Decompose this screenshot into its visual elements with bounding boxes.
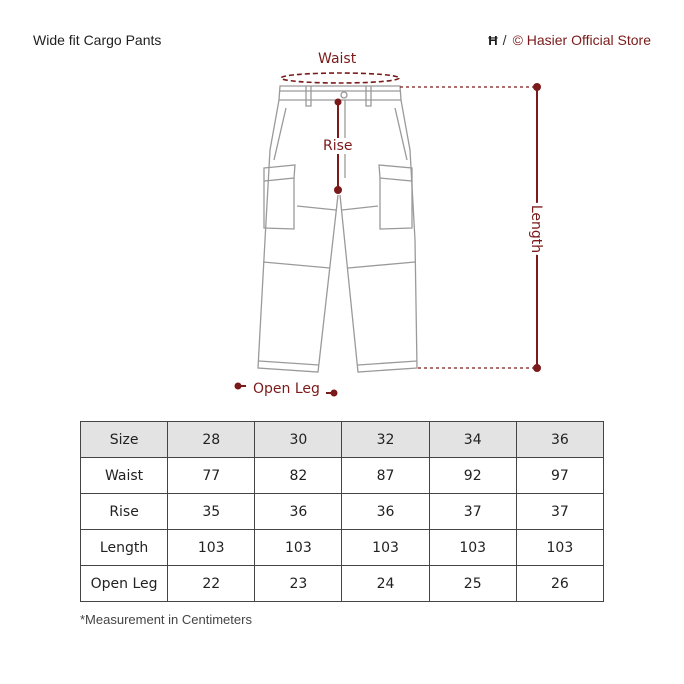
table-cell: 87 [342,458,429,494]
table-cell: 103 [342,530,429,566]
table-row [81,530,604,566]
table-cell: 26 [516,566,603,602]
table-cell: 36 [255,494,342,530]
store-name: © Hasier Official Store [512,32,651,48]
open-leg-label: Open Leg [253,381,320,397]
table-cell: 23 [255,566,342,602]
header-cell: 32 [342,422,429,458]
table-cell: 92 [429,458,516,494]
table-row [81,566,604,602]
header-cell: 34 [429,422,516,458]
table-cell: 24 [342,566,429,602]
table-cell: 82 [255,458,342,494]
table-cell: 97 [516,458,603,494]
row-label: Rise [81,494,168,530]
table-row [81,458,604,494]
table-cell: 77 [168,458,255,494]
header-cell: Size [81,422,168,458]
rise-label: Rise [323,138,353,154]
size-chart-table [80,421,604,602]
row-label: Length [81,530,168,566]
page-title: Wide fit Cargo Pants [33,32,162,48]
length-label: Length [528,204,545,254]
header-cell: 28 [168,422,255,458]
table-header-row [81,422,604,458]
table-cell: 36 [342,494,429,530]
table-cell: 22 [168,566,255,602]
header-cell: 36 [516,422,603,458]
table-cell: 37 [429,494,516,530]
separator: / [502,32,507,48]
brand-logo-icon: Ħ [488,32,497,48]
measurement-footnote: *Measurement in Centimeters [80,612,252,627]
table-cell: 103 [168,530,255,566]
table-cell: 103 [429,530,516,566]
table-cell: 103 [516,530,603,566]
header-cell: 30 [255,422,342,458]
table-cell: 35 [168,494,255,530]
table-row [81,494,604,530]
table-cell: 103 [255,530,342,566]
table-cell: 25 [429,566,516,602]
row-label: Open Leg [81,566,168,602]
waist-label: Waist [318,51,357,67]
table-cell: 37 [516,494,603,530]
row-label: Waist [81,458,168,494]
